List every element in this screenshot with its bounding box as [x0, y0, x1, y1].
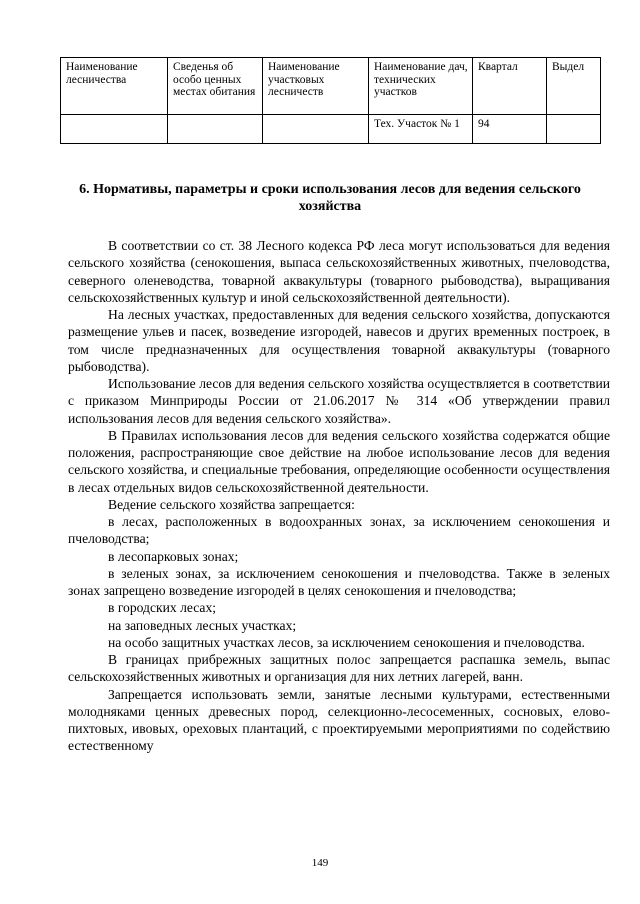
- list-item: в лесопарковых зонах;: [108, 548, 239, 564]
- paragraph: На лесных участках, предоставленных для ведения сельского хозяйства, допускаются размещение ульев и пасек, возведение изгородей, навесов и других временных построек, в том числе предназначенных для осуществления товарной аквакультуры (товарного рыбоводства).: [68, 307, 610, 374]
- table-cell: [263, 115, 369, 144]
- table-header-cell: Выдел: [547, 58, 601, 115]
- paragraph: В границах прибрежных защитных полос запрещается распашка земель, выпас сельскохозяйственных животных и организация для них летних лагерей, ванн.: [68, 652, 610, 685]
- paragraph: В соответствии со ст. 38 Лесного кодекса РФ леса могут использоваться для ведения сельского хозяйства (сенокошения, выпаса сельскохозяйственных животных, пчеловодства, северного оленеводства, товарной аквакультуры (товарного рыбоводства), выращивания сельскохозяйственных культур и иной сельскохозяйственной деятельности).: [68, 238, 610, 305]
- table-row: [61, 115, 601, 144]
- table-header-cell: Сведенья об особо ценных местах обитания: [168, 58, 263, 115]
- table-cell: 94: [473, 115, 547, 144]
- list-item: на заповедных лесных участках;: [108, 617, 297, 633]
- list-item: на особо защитных участках лесов, за исключением сенокошения и пчеловодства.: [108, 634, 585, 650]
- table-header-cell: Квартал: [473, 58, 547, 115]
- table-header-cell: Наименование лесничества: [61, 58, 168, 115]
- table-header-cell: Наименование участковых лесничеств: [263, 58, 369, 115]
- table-cell: [61, 115, 168, 144]
- table-header-cell: Наименование дач, технических участков: [369, 58, 473, 115]
- paragraph: Ведение сельского хозяйства запрещается:: [108, 496, 355, 512]
- table-cell: Тех. Участок № 1: [369, 115, 473, 144]
- table-cell: [168, 115, 263, 144]
- table-cell: [547, 115, 601, 144]
- section-title: 6. Нормативы, параметры и сроки использования лесов для ведения сельского хозяйства: [79, 182, 581, 214]
- body-text: [68, 237, 610, 755]
- page-number: 149: [311, 857, 329, 869]
- list-item: в лесах, расположенных в водоохранных зонах, за исключением сенокошения и пчеловодства;: [68, 514, 610, 547]
- table-header-row: [61, 58, 601, 115]
- list-item: в зеленых зонах, за исключением сенокошения и пчеловодства. Также в зеленых зонах запрещено возведение изгородей в целях сенокошения и пчеловодства;: [68, 565, 610, 598]
- forest-areas-table: [60, 57, 601, 144]
- paragraph: Использование лесов для ведения сельского хозяйства осуществляется в соответствии с приказом Минприроды России от 21.06.2017 № 314 «Об утверждении правил использования лесов для ведения сельского хозяйства».: [68, 376, 610, 426]
- paragraph: Запрещается использовать земли, занятые лесными культурами, естественными молодняками ценных древесных пород, селекционно-лесосеменных, сосновых, елово-пихтовых, ивовых, ореховых плантаций, с проектируемыми мероприятиями по содействию естественному: [68, 686, 610, 754]
- paragraph: В Правилах использования лесов для ведения сельского хозяйства содержатся общие положения, распространяющие свое действие на любое использование лесов для ведения сельского хозяйства, и специальные требования, определяющие особенности осуществления в лесах отдельных видов сельскохозяйственной деятельности.: [68, 427, 610, 495]
- list-item: в городских лесах;: [108, 600, 217, 616]
